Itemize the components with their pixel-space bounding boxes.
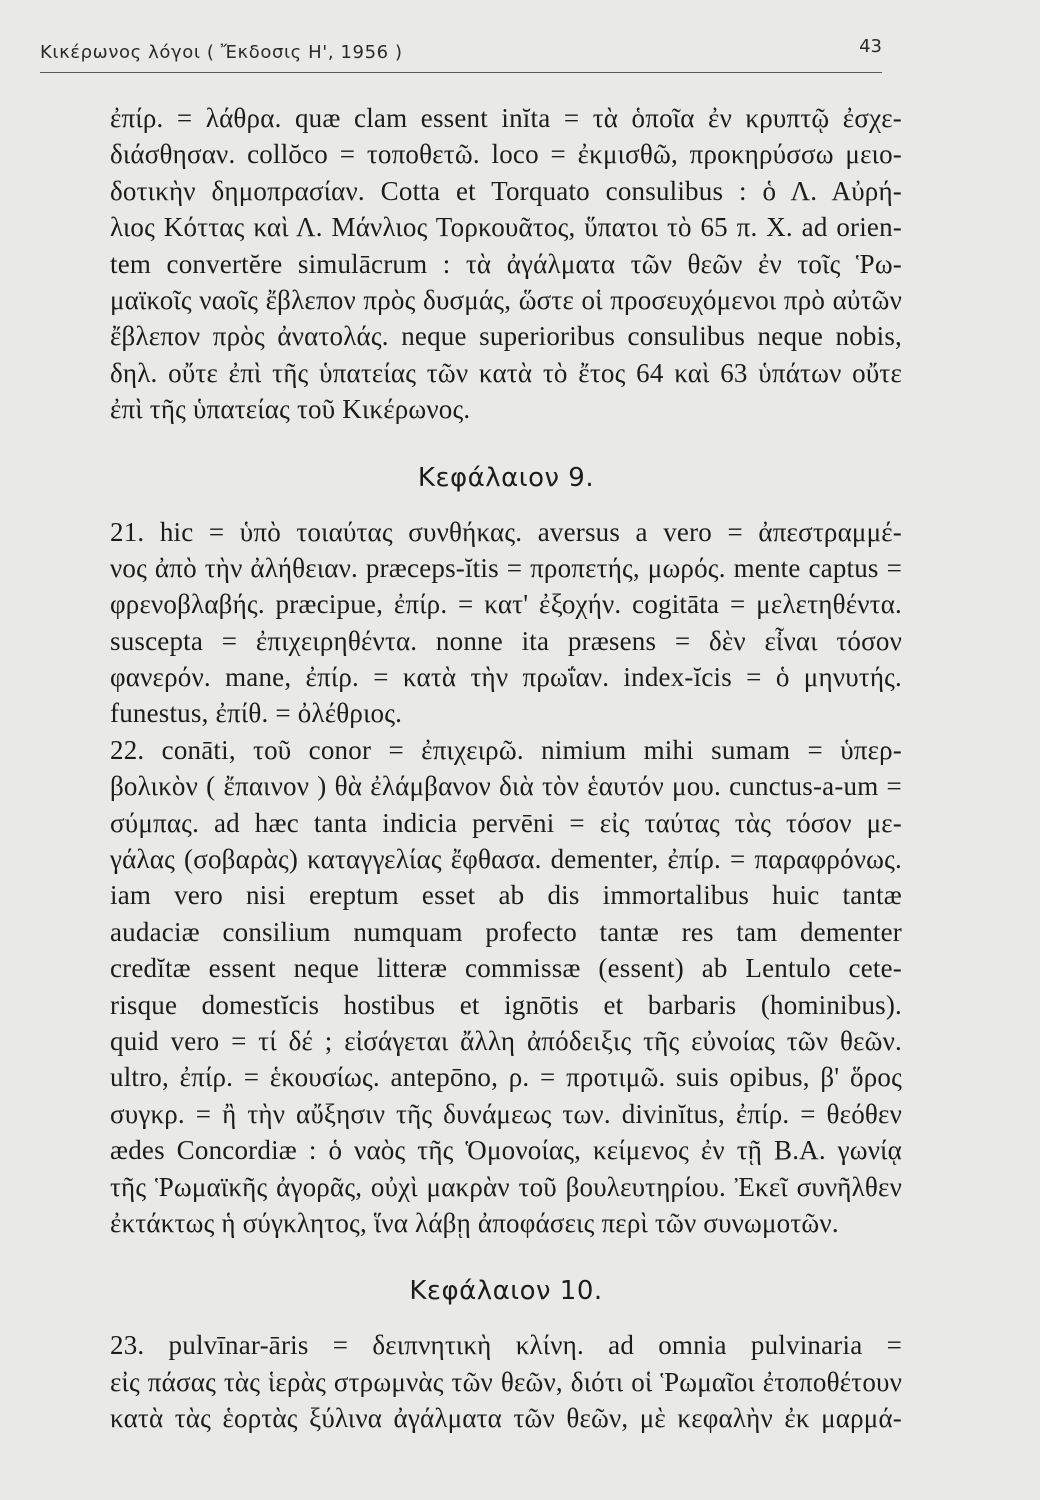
text-line: διάσθησαν. collŏco = τοποθετῶ. loco = ἐκμισθῶ, προκηρύσσω μειο-	[110, 139, 902, 170]
text-line: 21. hic = ὑπὸ τοιαύτας συνθήκας. aversus a vero = ἀπεστραμμέ-	[110, 516, 902, 547]
text-line: δοτικὴν δημοπρασίαν. Cotta et Torquato consulibus : ὁ Λ. Αὐρή-	[110, 175, 902, 206]
text-line: εἰς πάσας τὰς ἱερὰς στρωμνὰς τῶν θεῶν, διότι οἱ Ῥωμαῖοι ἐτοποθέτουν	[110, 1366, 902, 1397]
text-line: τῆς Ῥωμαϊκῆς ἀγορᾶς, οὐχὶ μακρὰν τοῦ βουλευτηρίου. Ἐκεῖ συνῆλθεν	[110, 1171, 902, 1202]
text-line: funestus, ἐπίθ. = ὀλέθριος.	[110, 698, 403, 729]
text-line: μαϊκοῖς ναοῖς ἔβλεπον πρὸς δυσμάς, ὥστε οἱ προσευχόμενοι πρὸ αὐτῶν	[110, 284, 902, 315]
text-line: risque domestĭcis hostibus et ignōtis et barbaris (hominibus).	[110, 989, 902, 1020]
spacer	[110, 1241, 902, 1257]
text-line: λιος Κόττας καὶ Λ. Μάνλιος Τορκουᾶτος, ὕπατοι τὸ 65 π. Χ. ad orien-	[110, 212, 902, 243]
text-line: γάλας (σοβαρὰς) καταγγελίας ἔφθασα. dementer, ἐπίρ. = παραφρόνως.	[110, 844, 902, 875]
chapter-10-heading: Κεφάλαιον 10.	[409, 1276, 603, 1307]
text-line: 22. conāti, τοῦ conor = ἐπιχειρῶ. nimium mihi sumam = ὑπερ-	[110, 734, 902, 765]
text-line: 23. pulvīnar-āris = δειπνητικὴ κλίνη. ad omnia pulvinaria =	[110, 1330, 902, 1361]
text-line: βολικὸν ( ἔπαινον ) θὰ ἐλάμβανον διὰ τὸν ἑαυτόν μου. cunctus-a-um =	[110, 771, 902, 802]
body-text	[110, 100, 902, 1437]
text-line: ἐκτάκτως ἡ σύγκλητος, ἵνα λάβῃ ἀποφάσεις περὶ τῶν συνωμοτῶν.	[110, 1207, 839, 1238]
text-line: iam vero nisi ereptum esset ab dis immortalibus huic tantæ	[110, 880, 902, 911]
chapter-9-text	[110, 514, 902, 1242]
text-line: ἐπὶ τῆς ὑπατείας τοῦ Κικέρωνος.	[110, 394, 471, 425]
paragraph-continuation	[110, 100, 902, 428]
header-rule	[40, 72, 882, 73]
spacer	[110, 428, 902, 444]
page-number: 43	[859, 36, 882, 57]
text-line: ἔβλεπον πρὸς ἀνατολάς. neque superioribus consulibus neque nobis,	[110, 321, 902, 352]
chapter-9-heading: Κεφάλαιον 9.	[417, 462, 595, 493]
text-line: tem convertĕre simulācrum : τὰ ἀγάλματα τῶν θεῶν ἐν τοῖς Ῥω-	[110, 248, 902, 279]
text-line: δηλ. οὔτε ἐπὶ τῆς ὑπατείας τῶν κατὰ τὸ ἔτος 64 καὶ 63 ὑπάτων οὔτε	[110, 357, 902, 388]
text-line: φρενοβλαβής. præcipue, ἐπίρ. = κατ' ἐξοχήν. cogitāta = μελετηθέντα.	[110, 589, 902, 620]
text-line: κατὰ τὰς ἑορτὰς ξύλινα ἀγάλματα τῶν θεῶν, μὲ κεφαλὴν ἐκ μαρμά-	[110, 1403, 902, 1434]
text-line: audaciæ consilium numquam profecto tantæ res tam dementer	[110, 916, 902, 947]
running-title: Κικέρωνος λόγοι ( Ἔκδοσις Η', 1956 )	[40, 42, 403, 63]
text-line: φανερόν. mane, ἐπίρ. = κατὰ τὴν πρωΐαν. index-ĭcis = ὁ μηνυτής.	[110, 662, 902, 693]
text-line: συγκρ. = ἢ τὴν αὔξησιν τῆς δυνάμεως των. divinĭtus, ἐπίρ. = θεόθεν	[110, 1098, 902, 1129]
chapter-10-text	[110, 1327, 902, 1436]
running-head	[40, 36, 882, 72]
text-line: ἐπίρ. = λάθρα. quæ clam essent inĭta = τὰ ὁποῖα ἐν κρυπτῷ ἐσχε-	[110, 103, 902, 133]
text-line: quid vero = τί δέ ; εἰσάγεται ἄλλη ἀπόδειξις τῆς εὐνοίας τῶν θεῶν.	[110, 1025, 902, 1056]
text-line: ultro, ἐπίρ. = ἑκουσίως. antepōno, ρ. = προτιμῶ. suis opibus, β' ὅρος	[110, 1062, 902, 1093]
text-line: suscepta = ἐπιχειρηθέντα. nonne ita præsens = δὲν εἶναι τόσον	[110, 625, 902, 656]
text-line: σύμπας. ad hæc tanta indicia pervēni = εἰς ταύτας τὰς τόσον με-	[110, 807, 902, 838]
text-line: credĭtæ essent neque litteræ commissæ (essent) ab Lentulo cete-	[110, 953, 902, 984]
text-line: νος ἀπὸ τὴν ἀλήθειαν. præceps-ĭtis = προπετής, μωρός. mente captus =	[110, 552, 902, 583]
text-line: ædes Concordiæ : ὁ ναὸς τῆς Ὁμονοίας, κείμενος ἐν τῇ Β.Α. γωνίᾳ	[110, 1135, 902, 1166]
